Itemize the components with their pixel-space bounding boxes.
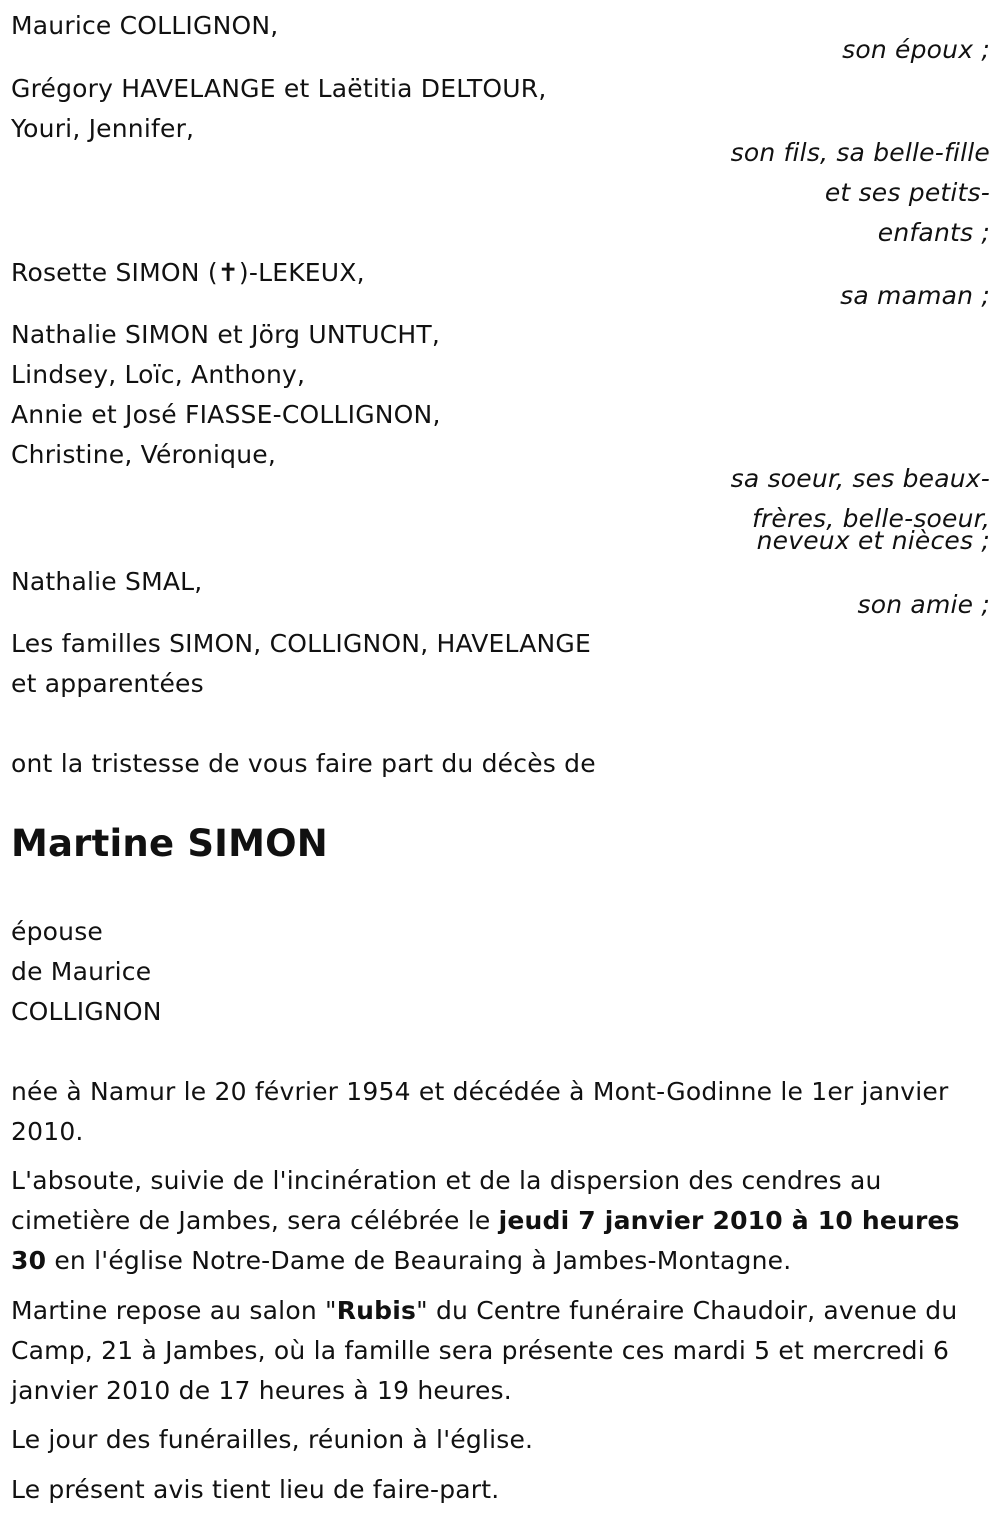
- siblings-line-1: Nathalie SIMON et Jörg UNTUCHT,: [11, 320, 441, 349]
- children-line-1: Grégory HAVELANGE et Laëtitia DELTOUR,: [11, 74, 547, 103]
- families-line-2: et apparentées: [11, 669, 204, 698]
- children-relation-line-1: son fils, sa belle-fille: [730, 138, 990, 167]
- friend-names: Nathalie SMAL,: [11, 567, 203, 596]
- siblings-line-3: Annie et José FIASSE-COLLIGNON,: [11, 400, 441, 429]
- siblings-relation-line-3: neveux et nièces ;: [756, 526, 990, 555]
- birth-death-paragraph: née à Namur le 20 février 1954 et décédée à Mont-Godinne le 1er janvier 2010.: [11, 1077, 949, 1146]
- siblings-line-2: Lindsey, Loïc, Anthony,: [11, 360, 306, 389]
- notice-paragraph: Le présent avis tient lieu de faire-part.: [11, 1475, 500, 1504]
- siblings-relation-line-2: frères, belle-soeur,: [751, 504, 990, 533]
- spouse-names: Maurice COLLIGNON,: [11, 11, 279, 40]
- ceremony-text-1: L'absoute, suivie de l'incinération et de la dispersion des cendres au cimetière de Jambes, sera célébrée le: [11, 1166, 882, 1235]
- mother-names: Rosette SIMON (✝)-LEKEUX,: [11, 258, 365, 287]
- friend-relation: son amie ;: [857, 590, 990, 619]
- meeting-paragraph: Le jour des funérailles, réunion à l'église.: [11, 1425, 534, 1454]
- siblings-line-4: Christine, Véronique,: [11, 440, 277, 469]
- mother-relation: sa maman ;: [840, 281, 990, 310]
- deceased-name: Martine SIMON: [11, 822, 328, 865]
- children-line-2: Youri, Jennifer,: [11, 114, 195, 143]
- spouse-relation: son époux ;: [842, 35, 990, 64]
- epouse-line-2: de Maurice: [11, 957, 152, 986]
- announcement-text: ont la tristesse de vous faire part du décès de: [11, 749, 596, 778]
- ceremony-paragraph: [11, 1161, 996, 1281]
- rest-text-2: " du Centre funéraire Chaudoir, avenue du Camp, 21 à Jambes, où la famille sera présente ces mardi 5 et mercredi 6 janvier 2010 de 17 heures à 19 heures.: [11, 1296, 958, 1405]
- epouse-line-3: COLLIGNON: [11, 997, 162, 1026]
- epouse-line-1: épouse: [11, 917, 103, 946]
- children-relation-line-2: et ses petits-: [824, 178, 990, 207]
- rest-paragraph: [11, 1291, 996, 1411]
- rest-salon-name: Rubis: [336, 1296, 417, 1325]
- ceremony-date-time: jeudi 7 janvier 2010 à 10 heures 30: [11, 1206, 960, 1275]
- ceremony-text-2: en l'église Notre-Dame de Beauraing à Jambes-Montagne.: [46, 1246, 792, 1275]
- children-relation-line-3: enfants ;: [877, 218, 990, 247]
- families-line-1: Les familles SIMON, COLLIGNON, HAVELANGE: [11, 629, 591, 658]
- siblings-relation-line-1: sa soeur, ses beaux-: [730, 464, 990, 493]
- rest-text-1: Martine repose au salon ": [11, 1296, 337, 1325]
